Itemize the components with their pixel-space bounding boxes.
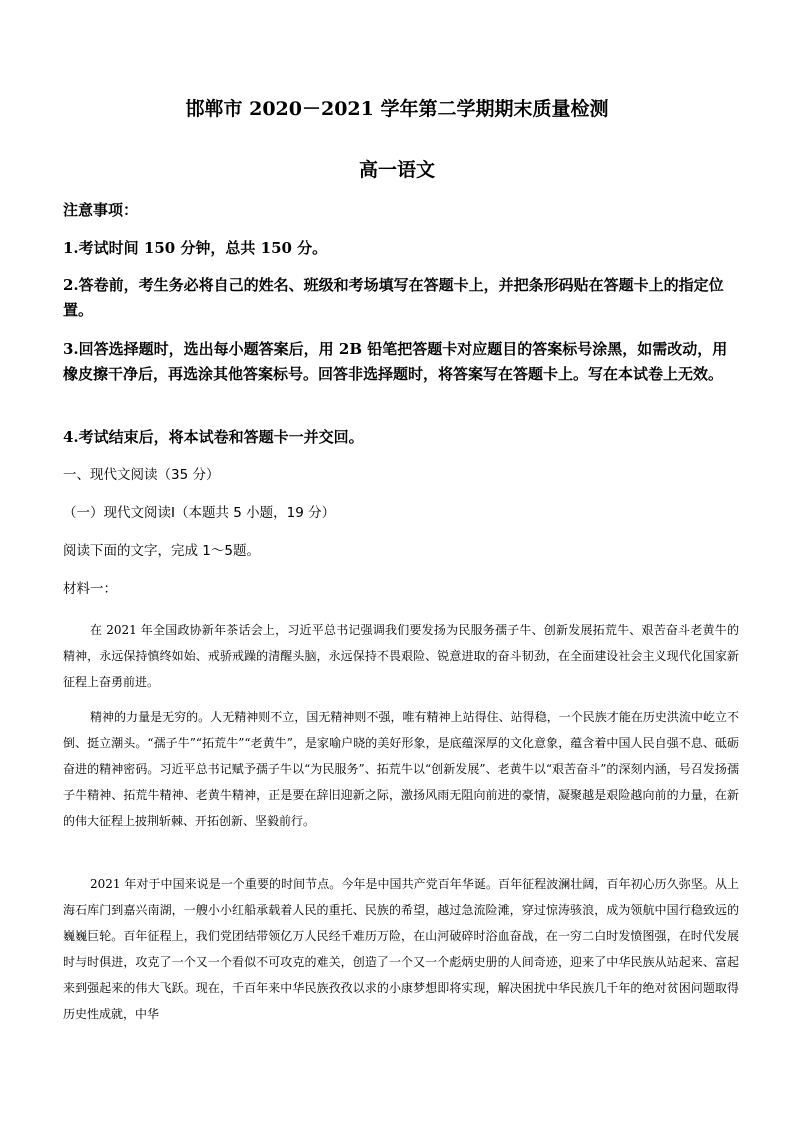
notice-item-3: 3.回答选择题时，选出每小题答案后，用 2B 铅笔把答题卡对应题目的答案标号涂黑，如需改动，用橡皮擦干净后，再选涂其他答案标号。回答非选择题时，将答案写在答题卡上。写在本试卷上无效。 — [63, 340, 728, 383]
paragraph-1: 在 2021 年全国政协新年茶话会上，习近平总书记强调我们要发扬为民服务孺子牛、创新发展拓荒牛、艰苦奋斗老黄牛的精神，永远保持慎终如始、戒骄戒躁的清醒头脑，永远保持不畏艰险、锐意进取的奋斗韧劲，在全面建设社会主义现代化国家新征程上奋勇前进。 — [63, 623, 739, 689]
notice-heading: 注意事项： — [63, 201, 139, 219]
notice-item-2: 2.答卷前，考生务必将自己的姓名、班级和考场填写在答题卡上，并把条形码贴在答题卡上的指定位置。 — [63, 276, 724, 319]
section-heading: 一、现代文阅读（35 分） — [63, 467, 220, 483]
exam-title: 邯郸市 2020－2021 学年第二学期期末质量检测 — [185, 98, 609, 120]
section-subheading: （一）现代文阅读Ⅰ（本题共 5 小题，19 分） — [63, 505, 336, 521]
notice-item-4: 4.考试结束后，将本试卷和答题卡一并交回。 — [63, 428, 364, 446]
material-label: 材料一： — [63, 581, 117, 597]
reading-instruction: 阅读下面的文字，完成 1～5题。 — [63, 543, 260, 559]
paragraph-2: 精神的力量是无穷的。人无精神则不立，国无精神则不强，唯有精神上站得住、站得稳，一个民族才能在历史洪流中屹立不倒、挺立潮头。“孺子牛”“拓荒牛”“老黄牛”，是家喻户晓的美好形象，是底蕴深厚的文化意象，蕴含着中国人民自强不息、砥砺奋进的精神密码。习近平总书记赋予孺子牛以“为民服务”、拓荒牛以“创新发展”、老黄牛以“艰苦奋斗”的深刻内涵，号召发扬孺子牛精神、拓荒牛精神、老黄牛精神，正是要在辞旧迎新之际，激扬风雨无阻向前进的豪情，凝聚越是艰险越向前的力量，在新的伟大征程上披荆斩棘、开拓创新、坚毅前行。 — [63, 710, 739, 828]
paragraph-3: 2021 年对于中国来说是一个重要的时间节点。今年是中国共产党百年华诞。百年征程波澜壮阔，百年初心历久弥坚。从上海石库门到嘉兴南湖，一艘小小红船承载着人民的重托、民族的希望，越过急流险滩，穿过惊涛骇浪，成为领航中国行稳致远的巍巍巨轮。百年征程上，我们党团结带领亿万人民经千难历万险，在山河破碎时浴血奋战，在一穷二白时发愤图强，在时代发展时与时俱进，攻克了一个又一个看似不可攻克的难关，创造了一个又一个彪炳史册的人间奇迹，迎来了中华民族从站起来、富起来到强起来的伟大飞跃。现在，千百年来中华民族孜孜以求的小康梦想即将实现，解决困扰中华民族几千年的绝对贫困问题取得历史性成就，中华 — [63, 877, 739, 1021]
notice-item-1: 1.考试时间 150 分钟，总共 150 分。 — [63, 239, 328, 257]
exam-subject: 高一语文 — [358, 159, 435, 181]
